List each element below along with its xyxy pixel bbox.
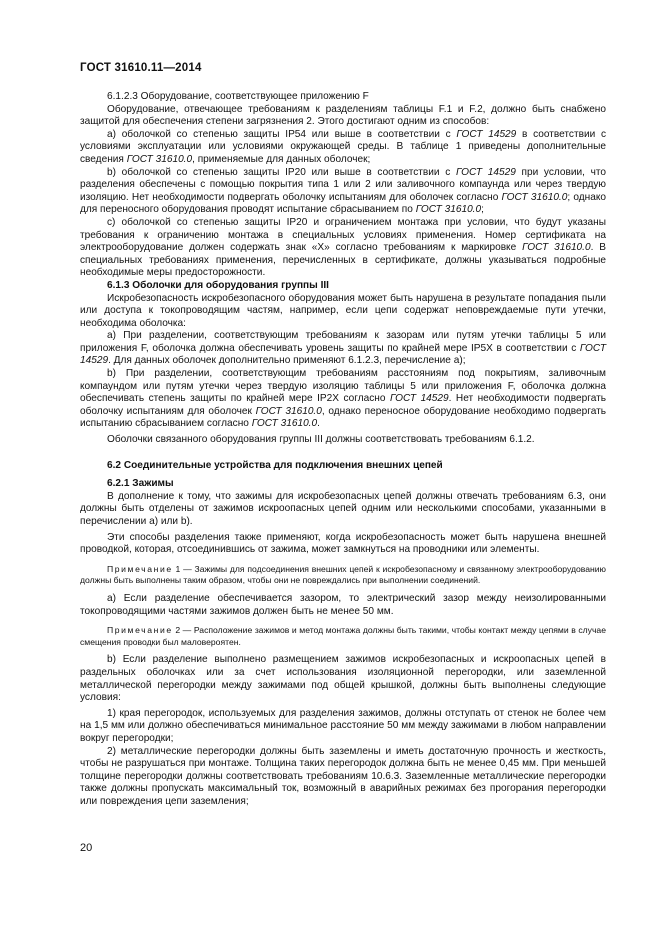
paragraph: Искробезопасность искробезопасного оборудования может быть нарушена в результате попадания пыли или доступа к токопроводящим частям, например, если цепи содержат неповреждаемые пути утечки, необходима оболочка:: [80, 292, 606, 329]
standard-reference: ГОСТ 31610.0: [255, 405, 322, 417]
standard-reference: ГОСТ 14529: [455, 166, 516, 178]
standard-reference: ГОСТ 14529: [389, 393, 449, 405]
paragraph: Оборудование, отвечающее требованиям к разделениям таблицы F.1 и F.2, должно быть снабжено защитой для обеспечения степени загрязнения 2. Этого достигают одним из способов:: [80, 103, 606, 128]
list-item-a: a) Если разделение обеспечивается зазором, то электрический зазор между неизолированными токопроводящими частями зажимов должен быть не менее 50 мм.: [80, 592, 606, 617]
list-item-1: 1) края перегородок, используемых для разделения зажимов, должны отступать от стенок не более чем на 1,5 мм или должно обеспечиваться минимальное расстояние 50 мм между зажимами в любом направлении вокруг перегородки;: [80, 707, 606, 744]
document-header: ГОСТ 31610.11—2014: [80, 62, 202, 74]
document-body: [80, 91, 606, 808]
standard-reference: ГОСТ 31610.0: [522, 242, 591, 254]
standard-reference: ГОСТ 31610.0: [501, 191, 568, 203]
standard-reference: ГОСТ 14529: [456, 128, 517, 140]
page-number: 20: [80, 842, 93, 854]
list-item-a: a) При разделении, соответствующим требованиям к зазорам или путям утечки таблицы 5 или приложения F, оболочка должна обеспечивать уровень защиты по крайней мере IP5X в соответствии с ГОСТ 14529. Для данных оболочек дополнительно применяют 6.1.2.3, перечисление a);: [80, 330, 606, 367]
note-1: Примечание 1 — Зажимы для подсоединения внешних цепей к искробезопасному и связанному электрооборудованию должны быть выполнены таким образом, чтобы они не повреждались при выполнении соединений.: [80, 563, 606, 586]
list-item-2: 2) металлические перегородки должны быть заземлены и иметь достаточную прочность и жесткость, чтобы не разрушаться при монтаже. Толщина таких перегородок должна быть не менее 0,45 мм. При меньшей толщине перегородки должны соответствовать требованиям 10.6.3. Заземленные металлические перегородки также должны пропускать максимальный ток, возможный в аварийных режимах без прогорания перегородки или повреждения цепи заземления;: [80, 745, 606, 807]
list-item-a: a) оболочкой со степенью защиты IP54 или выше в соответствии с ГОСТ 14529 в соответствии с условиями эксплуатации или условиями окружающей среды. В таблице 1 приведены дополнительные сведения ГОСТ 31610.0, применяемые для данных оболочек;: [80, 128, 606, 165]
standard-reference: ГОСТ 14529: [80, 342, 606, 367]
standard-reference: ГОСТ 31610.0: [251, 418, 318, 430]
paragraph: Оболочки связанного оборудования группы III должны соответствовать требованиям 6.1.2.: [107, 434, 535, 446]
list-item-c: c) оболочкой со степенью защиты IP20 и ограничением монтажа при условии, что будут указаны требования к ограничению монтажа в специальных условиях применения. Номер сертификата на электрооборудование должен содержать знак «X» согласно требованиям к маркировке ГОСТ 31610.0. В специальных требованиях применения, перечисленных в сертификате, должны указываться подробные необходимые меры предосторожности.: [80, 216, 607, 279]
list-item-b: b) Если разделение выполнено размещением зажимов искробезопасных и искроопасных цепей в раздельных оболочках или за счет использования изоляционной перегородки, или заземленной металлической перегородки между зажимами под общей крышкой, должны быть выполнены следующие условия:: [80, 654, 606, 704]
clause-6-1-3-heading: 6.1.3 Оболочки для оборудования группы III: [107, 279, 329, 291]
section-6-2-heading: 6.2 Соединительные устройства для подключения внешних цепей: [107, 459, 443, 471]
paragraph: В дополнение к тому, что зажимы для искробезопасных цепей должны отвечать требованиям 6.3, они должны быть отделены от зажимов искроопасных цепей одним или несколькими способами, указанными в перечислении а) или b).: [80, 490, 606, 527]
clause-6-1-2-3-heading: 6.1.2.3 Оборудование, соответствующее приложению F: [107, 91, 369, 102]
note-2: Примечание 2 — Расположение зажимов и метод монтажа должны быть такими, чтобы контакт между цепями в случае смещения проводки был маловероятен.: [80, 625, 606, 647]
standard-reference: ГОСТ 31610.0: [126, 153, 193, 165]
paragraph: Эти способы разделения также применяют, когда искробезопасность может быть нарушена внешней проводкой, которая, отсоединившись от зажима, может замкнуться на проводники или элементы.: [80, 531, 606, 556]
clause-6-2-1-heading: 6.2.1 Зажимы: [107, 478, 174, 490]
list-item-b: b) При разделении, соответствующим требованиям расстояниям под покрытиям, заливочным компаундом или путям утечки через твердую изоляцию таблицы 5 или приложения F, оболочка должна обеспечивать степень защиты по крайней мере IP2X согласно ГОСТ 14529. Нет необходимости подвергать оболочку испытаниям для оболочек ГОСТ 31610.0, однако переносное оборудование необходимо подвергать испытанию сбрасыванием согласно ГОСТ 31610.0.: [80, 368, 607, 430]
list-item-b: b) оболочкой со степенью защиты IP20 или выше в соответствии с ГОСТ 14529 при условии, что разделения обеспечены с помощью покрытия типа 1 или 2 или заливочного компаунда или через твердую изоляцию. Нет необходимости подвергать оболочку испытаниям для оболочек согласно ГОСТ 31610.0; однако для переносного оборудования проводят испытание сбрасыванием по ГОСТ 31610.0;: [80, 166, 607, 216]
standard-reference: ГОСТ 31610.0: [415, 204, 482, 216]
